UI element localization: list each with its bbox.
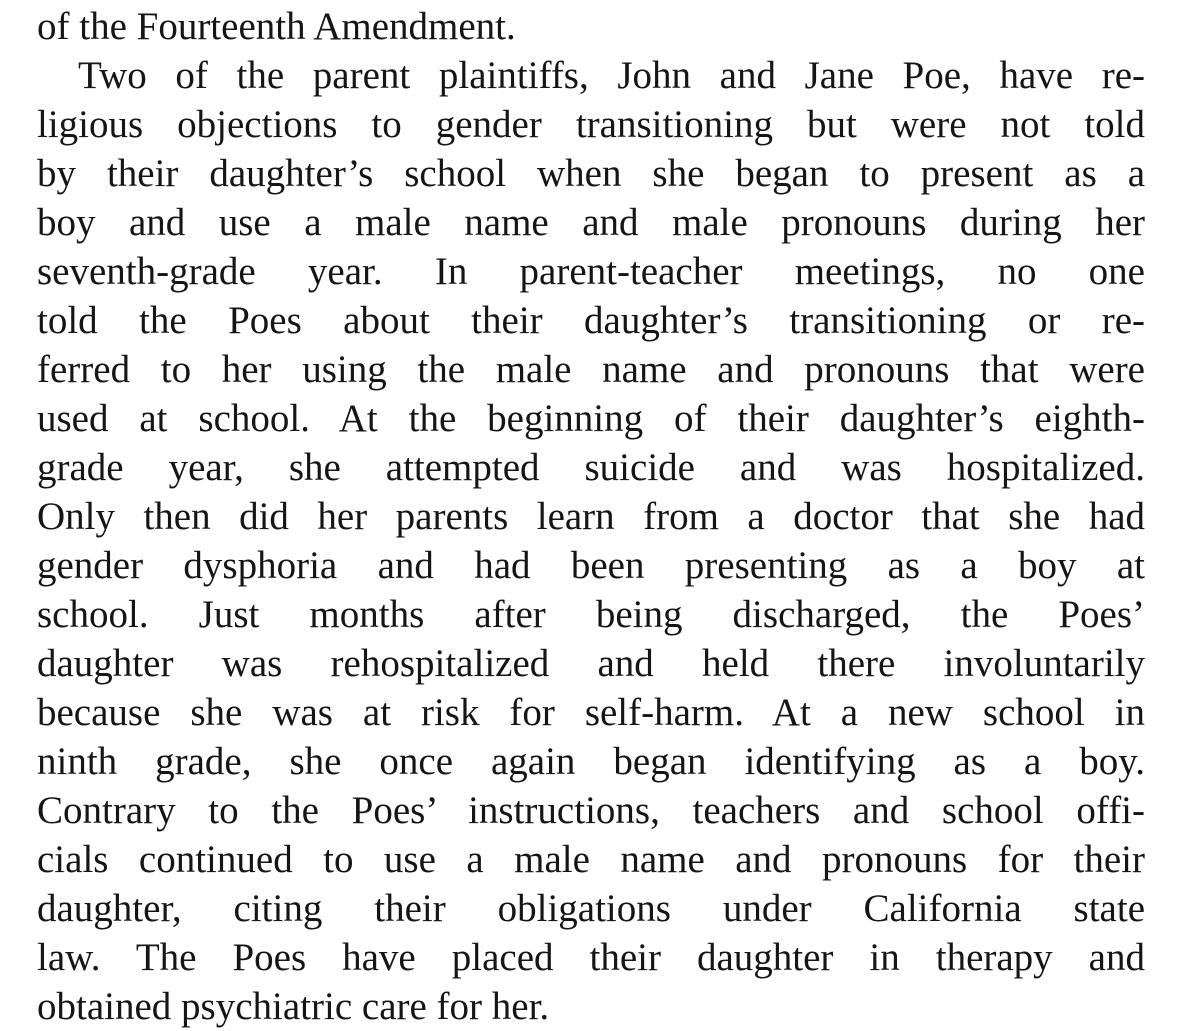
text-line: told the Poes about their daughter’s transitioning or re- [37,299,1145,342]
text-line: Contrary to the Poes’ instructions, teachers and school offi- [37,789,1145,832]
text-line: law. The Poes have placed their daughter in therapy and [37,936,1145,979]
text-line-paragraph-start: Two of the parent plaintiffs, John and Jane Poe, have re- [78,54,1145,97]
text-line: daughter was rehospitalized and held there involuntarily [37,642,1145,685]
text-line: because she was at risk for self-harm. At a new school in [37,691,1145,734]
text-line: used at school. At the beginning of their daughter’s eighth- [37,397,1145,440]
text-line: daughter, citing their obligations under California state [37,887,1145,930]
text-line: ninth grade, she once again began identifying as a boy. [37,740,1145,783]
text-line: by their daughter’s school when she began to present as a [37,152,1145,195]
text-line: cials continued to use a male name and pronouns for their [37,838,1145,881]
text-line: ferred to her using the male name and pronouns that were [37,348,1145,391]
text-line: Only then did her parents learn from a doctor that she had [37,495,1145,538]
text-line: school. Just months after being discharged, the Poes’ [37,593,1145,636]
text-line: gender dysphoria and had been presenting as a boy at [37,544,1145,587]
text-line-end-of-paragraph: of the Fourteenth Amendment. [37,5,516,48]
text-line: grade year, she attempted suicide and was hospitalized. [37,446,1145,489]
text-line: boy and use a male name and male pronouns during her [37,201,1145,244]
text-line: seventh-grade year. In parent-teacher meetings, no one [37,250,1145,293]
text-line-partially-cropped: obtained psychiatric care for her. [37,985,550,1028]
text-line: ligious objections to gender transitioning but were not told [37,103,1145,146]
